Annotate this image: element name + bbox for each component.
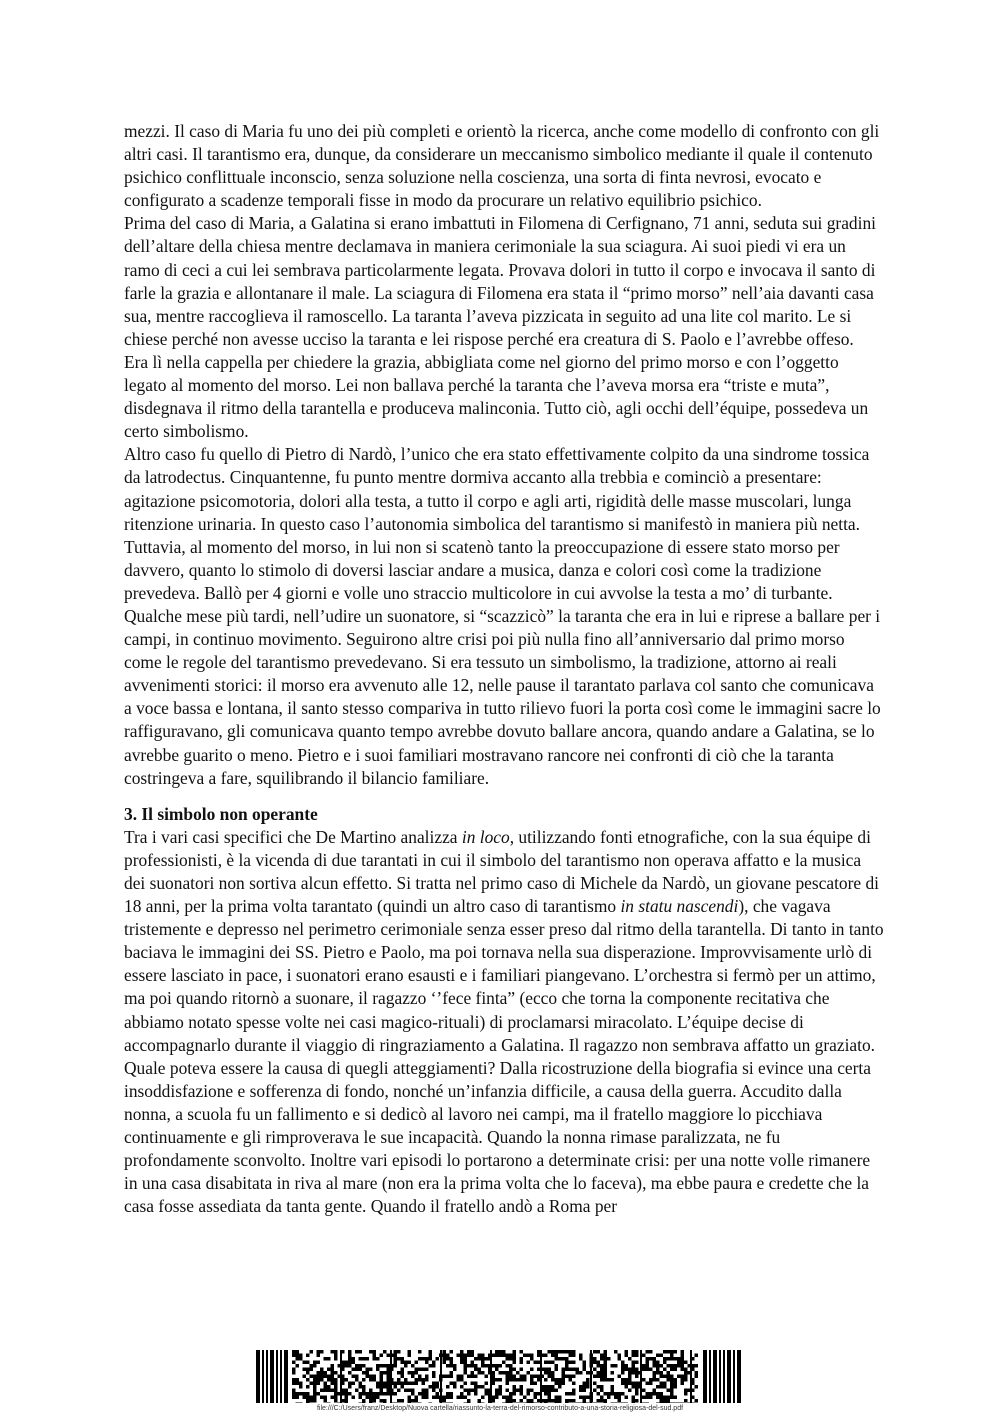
text-run: ), che vagava tristemente e depresso nel perimetro cerimoniale senza esser preso dal ritmo della tarantella. Di tanto in tanto baciava le immagini dei SS. Pietro e Paolo, ma poi tornava nella sua disperazione. Improvvisamente urlò di essere lasciato in pace, i suonatori erano esausti e i familiari piangevano. L’orchestra si fermò per un attimo, ma poi quando ritornò a suonare, il ragazzo ‘’fece finta” (ecco che torna la componente recitativa che abbiamo notato spesse volte nei casi magico-rituali) di proclamarsi miracolato. L’équipe decise di accompagnarlo durante il viaggio di ringraziamento a Galatina. Il ragazzo non sembrava affatto un graziato. Quale poteva essere la causa di quegli atteggiamenti? Dalla ricostruzione della biografia si evince una certa insoddisfazione e sofferenza di fondo, nonché un’infanzia difficile, a causa della guerra. Accudito dalla nonna, a scuola fu un fallimento e si dedicò al lavoro nei campi, ma il fratello maggiore lo picchiava continuamente e gli rimproverava le sue incapacità. Quando la nonna rimase paralizzata, ne fu profondamente sconvolto. Inoltre vari episodi lo portarono a determinate crisi: per una notte volle rimanere in una casa disabitata in riva al mare (non era la prima volta che lo faceva), ma ebbe paura e credette che la casa fosse assediata da tanta gente. Quando il fratello andò a Roma per	[124, 896, 884, 1217]
text-run: Era lì nella cappella per chiedere la grazia, abbigliata come nel giorno del primo morso e con l’oggetto legato al momento del morso. Lei non ballava perché la taranta che l’aveva morsa era “triste e muta”, disdegnava il ritmo della tarantella e produceva malinconia. Tutto ciò, agli occhi dell’équipe, possedeva un certo simbolismo.	[124, 351, 869, 442]
text-run: mezzi. Il caso di Maria fu uno dei più completi e orientò la ricerca, anche come modello di confronto con gli altri casi. Il tarantismo era, dunque, da considerare un meccanismo simbolico mediante il quale il contenuto psichico conflittuale inconscio, senza soluzione nella coscienza, una sorta di finta nevrosi, evocato e configurato a scadenze temporali fisse in modo da procurare un relativo equilibrio psichico.	[124, 121, 880, 211]
paragraph	[124, 351, 884, 443]
italic-text: in loco	[461, 826, 510, 847]
text-run: , utilizzando fonti etnografiche, con la sua équipe di professionisti, è la vicenda di due tarantati in cui il simbolo del tarantismo non operava affatto e la musica dei suonatori non sortiva alcun effetto. Si tratta nel primo caso di Michele da Nardò, un giovane pescatore di 18 anni, per la prima volta tarantato (quindi un altro caso di tarantismo	[124, 826, 879, 917]
footer-file-path: file:///C:/Users/franz/Desktop/Nuova cartella/riassunto-la-terra-del-rimorso-contributo-a-una-storia-religiosa-del-sud.pdf	[316, 1405, 684, 1412]
barcode-image	[256, 1350, 741, 1403]
text-run: Prima del caso di Maria, a Galatina si erano imbattuti in Filomena di Cerfignano, 71 anni, seduta sui gradini dell’altare della chiesa mentre declamava in maniera cerimoniale la sua sciagura. Ai suoi piedi vi era un ramo di ceci a cui lei sembrava particolarmente legata. Provava dolori in tutto il corpo e invocava il santo di farle la grazia e allontanare il male. La sciagura di Filomena era stata il “primo morso” nell’aia davanti casa sua, mentre raccoglieva il ramoscello. La taranta l’aveva pizzicata in seguito ad una lite col marito. Le si chiese perché non avesse ucciso la taranta e lei rispose perché era creatura di S. Paolo e l’avrebbe offeso.	[124, 213, 876, 349]
document-page	[124, 120, 884, 1218]
text-run: Altro caso fu quello di Pietro di Nardò, l’unico che era stato effettivamente colpito da una sindrome tossica da latrodectus. Cinquantenne, fu punto mentre dormiva accanto alla trebbia e cominciò a presentare: agitazione psicomotoria, dolori alla testa, a tutto il corpo e agli arti, rigidità delle masse muscolari, lunga ritenzione urinaria. In questo caso l’autonomia simbolica del tarantismo si manifestò in maniera più netta. Tuttavia, al momento del morso, in lui non si scatenò tanto la preoccupazione di essere stato morso per davvero, quanto lo stimolo di doversi lasciar andare a musica, danza e colori così come la tradizione prevedeva. Ballò per 4 giorni e volle uno straccio multicolore in cui avvolse la testa a mo’ di turbante. Qualche mese più tardi, nell’udire un suonatore, si “scazzicò” la taranta che era in lui e riprese a ballare per i campi, in continuo movimento. Seguirono altre crisi poi più nulla fino all’anniversario dal primo morso come le regole del tarantismo prevedevano. Si era tessuto un simbolismo, la tradizione, attorno ai reali avvenimenti storici: il morso era avvenuto alle 12, nelle pause il tarantato parlava col santo che comunicava a voce bassa e lontana, il santo stesso compariva in tutto rilievo fuori la porta così come le immagini sacre lo raffiguravano, gli comunicava quanto tempo avrebbe dovuto ballare ancora, quando andare a Galatina, se lo avrebbe guarito o meno. Pietro e i suoi familiari mostravano rancore nei confronti di ciò che la taranta costringeva a fare, squilibrando il bilancio familiare.	[124, 444, 881, 788]
italic-text: in statu nascendi	[620, 896, 739, 917]
paragraph	[124, 443, 884, 789]
paragraph	[124, 120, 884, 212]
text-run: Tra i vari casi specifici che De Martino analizza	[124, 826, 462, 847]
body-text-bottom	[124, 826, 884, 1219]
body-text-top	[124, 120, 884, 790]
section-heading: 3. Il simbolo non operante	[124, 803, 318, 824]
paragraph	[124, 212, 884, 351]
paragraph	[124, 826, 884, 1219]
